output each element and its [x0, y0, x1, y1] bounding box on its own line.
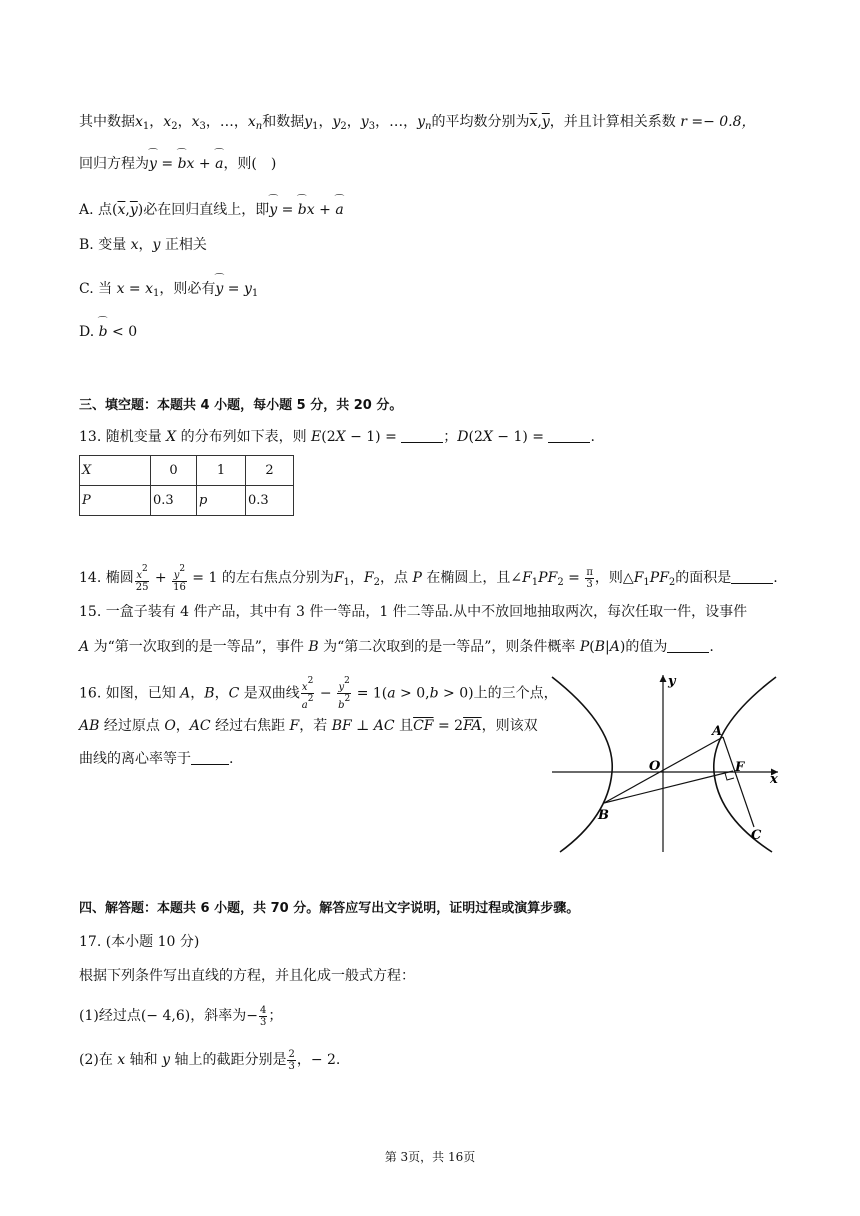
label-y: y: [668, 674, 676, 689]
distribution-table: [79, 455, 294, 516]
page-footer: 第 3页，共 16页: [384, 1150, 476, 1164]
section3-heading: 三、填空题：本题共 4 小题，每小题 5 分，共 20 分。: [79, 398, 403, 413]
label-a: A: [712, 724, 723, 739]
table-row: X 0 1 2: [80, 456, 294, 486]
segment-bf: [604, 771, 733, 803]
answer-blank[interactable]: [401, 428, 443, 443]
label-f: F: [735, 760, 745, 775]
q12-option-d: D. ⌒ b < 0: [79, 322, 137, 342]
hyperbola-left-branch: [552, 677, 612, 852]
q16-line1: 16. 如图，已知 A，B，C 是双曲线 $\frac{x2}{a2}$ − $\frac{y2}{b2}$ = 1(a > 0,b > 0)上的三个点，: [79, 676, 558, 711]
q17-part2: (2)在 x 轴和 y 轴上的截距分别是 $\frac{2}{3}$ ，− 2.: [79, 1048, 341, 1072]
q17-title: 17. (本小题 10 分): [79, 934, 200, 950]
segment-ac: [723, 737, 754, 827]
answer-blank[interactable]: [667, 638, 709, 653]
label-x: x: [770, 772, 778, 787]
q12-option-a: A. 点$(\overline{x},\overline{y})$必在回归直线上，即⌒ y = ⌒ bx + ⌒ a: [79, 200, 344, 220]
q12-line1: 其中数据$x_1$，$x_2$，$x_3$，…，$x_n$和数据$y_1$，$y_2$，$y_3$，…，$y_n$的平均数分别为$\overline{x},\overline{y}$，并且计算相关系数 r =− 0.8，: [79, 114, 756, 132]
answer-blank[interactable]: [731, 569, 773, 584]
answer-blank[interactable]: [548, 428, 590, 443]
label-o: O: [649, 759, 661, 774]
q15-line1: 15. 一盒子装有 4 件产品，其中有 3 件一等品，1 件二等品.从中不放回地抽取两次，每次任取一件，设事件: [79, 604, 748, 620]
q17-intro: 根据下列条件写出直线的方程，并且化成一般式方程：: [79, 968, 415, 984]
q12-line2: 回归方程为⌒ y = ⌒ bx + ⌒ a，则( ): [79, 154, 276, 174]
hyperbola-right-branch: [714, 677, 776, 852]
hyperbola-figure: [548, 667, 788, 857]
q16-line2: AB 经过原点 O，AC 经过右焦距 F，若 BF ⊥ AC 且$\overline{CF} = 2\overline{FA}$，则该双: [79, 718, 538, 734]
q14-text: 14. 椭圆 $\frac{x2}{25}$ + $\frac{y2}{16}$ = 1 的左右焦点分别为$F_1$，$F_2$，点 P 在椭圆上，且$\angle F_1PF_2$ = $\frac{\pi}{3}$ ，则$\triangle F_1PF_2$的面积是 .: [79, 563, 778, 593]
label-b: B: [598, 808, 609, 823]
section4-heading: 四、解答题：本题共 6 小题，共 70 分。解答应写出文字说明，证明过程或演算步骤。: [79, 901, 580, 916]
right-angle-mark: [725, 773, 734, 780]
q12-option-c: C. 当 $x = x_1$，则必有⌒ $y = y_1$: [79, 279, 258, 304]
answer-blank[interactable]: [191, 750, 229, 765]
q16-line3: 曲线的离心率等于 .: [79, 751, 234, 767]
q15-line2: A 为“第一次取到的是一等品”，事件 B 为“第二次取到的是一等品”，则条件概率 P(B|A)的值为 .: [79, 639, 714, 655]
label-c: C: [751, 828, 762, 843]
q13-text: 13. 随机变量 X 的分布列如下表，则 E(2X − 1) = ；D(2X − 1) = .: [79, 429, 595, 445]
table-row: P 0.3 p 0.3: [80, 486, 294, 516]
q17-part1: (1)经过点(− 4,6)，斜率为− $\frac{4}{3}$ ；: [79, 1004, 283, 1028]
q12-option-b: B. 变量 x，y 正相关: [79, 237, 207, 253]
